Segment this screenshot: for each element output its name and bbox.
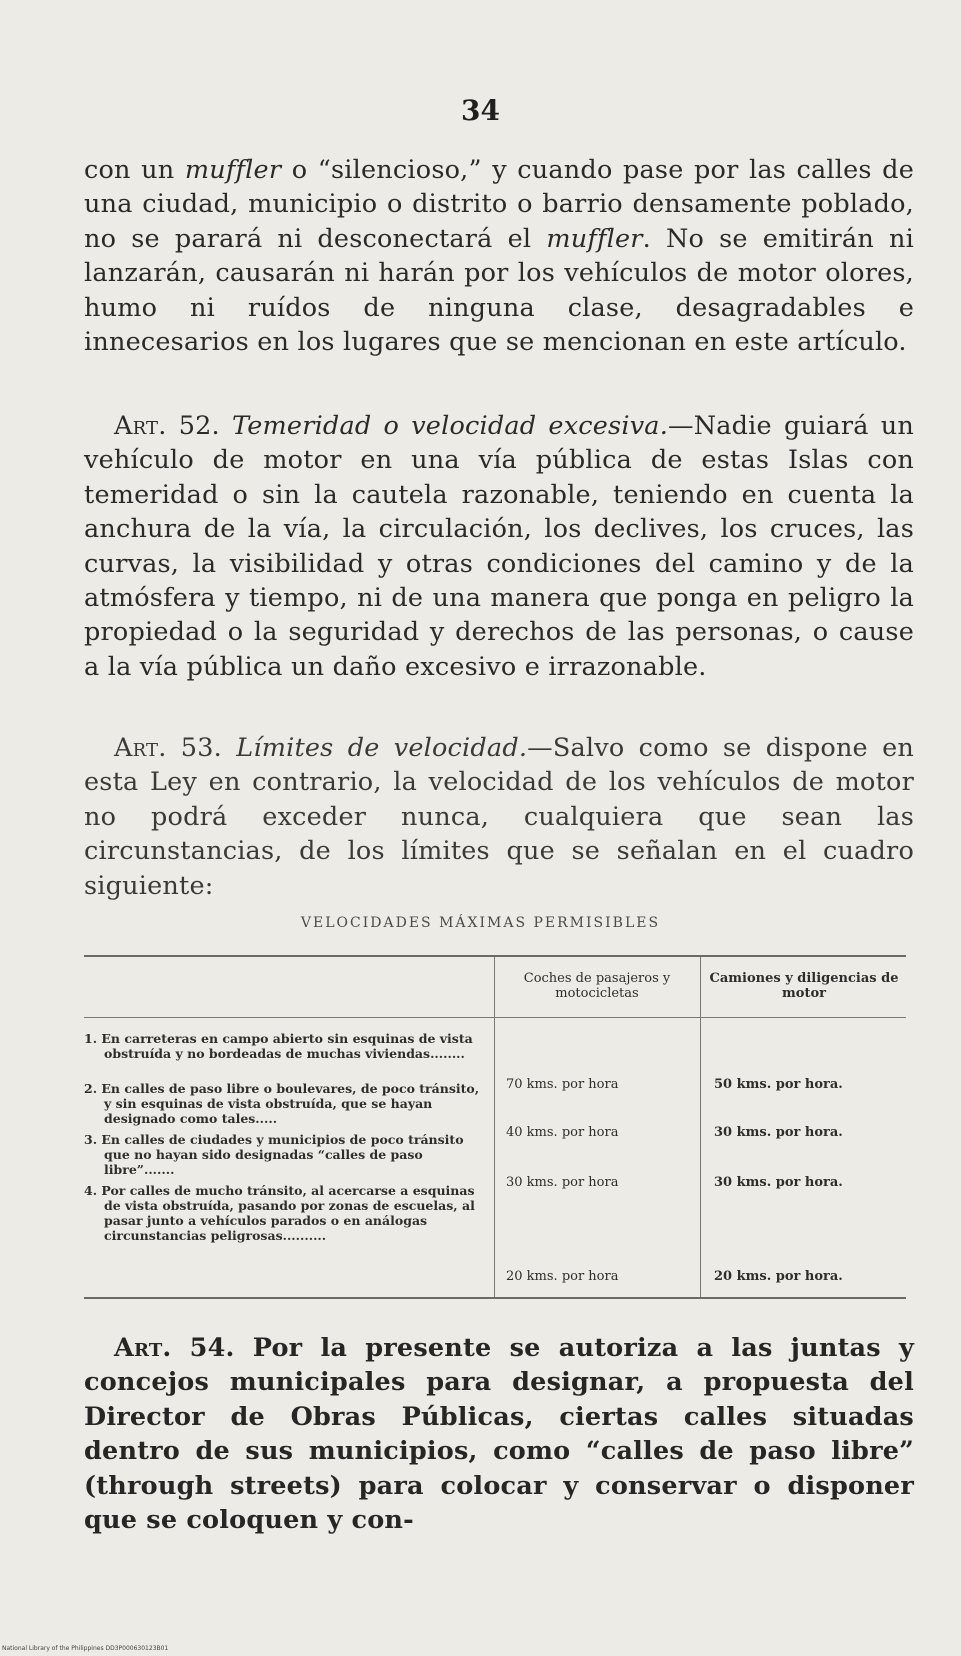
speed-trucks: 20 kms. por hora.: [714, 1269, 843, 1284]
art54-text: Por la presente se autoriza a las juntas y concejos municipales para designar, a propuesta del Director de Obras Públicas, ciertas calles situadas dentro de sus municipios, como “calles de paso libre” (through streets) para colocar y conservar o disponer que se coloquen y con-: [84, 1333, 914, 1536]
header-trucks: Camiones y diligencias de motor: [709, 971, 899, 1001]
row-description: 3. En calles de ciudades y municipios de poco tránsito que no hayan sido designadas “calles de paso libre”.......: [84, 1132, 464, 1177]
art52-title: Temeridad o velocidad excesiva.: [232, 411, 669, 441]
speed-trucks: 30 kms. por hora.: [714, 1175, 843, 1190]
article-54: [84, 1331, 914, 1537]
speed-trucks: 50 kms. por hora.: [714, 1077, 843, 1092]
art53-text: —Salvo como se dispone en esta Ley en contrario, la velocidad de los vehículos de motor no podrá exceder nunca, cualquiera que sean las circunstancias, de los límites que se señalan en el cuadro siguiente:: [84, 733, 915, 901]
scan-footer: National Library of the Philippines DD3P000630123B01: [2, 1645, 169, 1652]
para1-text-a: con un: [84, 155, 185, 185]
art54-label: Art. 54.: [114, 1333, 235, 1363]
article-52: [84, 409, 914, 684]
art53-title: Límites de velocidad.: [236, 733, 528, 763]
para1-muffler-2: muffler: [546, 223, 643, 254]
header-cars: Coches de pasajeros y motocicletas: [523, 971, 671, 1001]
row-description: 2. En calles de paso libre o boulevares, de poco tránsito, y sin esquinas de vista obstruída, que se hayan designado como tales.....: [84, 1081, 480, 1126]
para1-text-b: o “silencioso,” y cuando pase por las calles de una ciudad, municipio o distrito o barrio densamente poblado, no se parará ni desconectará el: [84, 155, 914, 254]
art52-text: —Nadie guiará un vehículo de motor en una vía pública de estas Islas con temeridad o sin la cautela razonable, teniendo en cuenta la anchura de la vía, la circulación, los declives, los cruces, las curvas, la visibilidad y otras condiciones del camino y de la atmósfera y tiempo, ni de una manera que ponga en peligro la propiedad o la seguridad y derechos de las personas, o cause a la vía pública un daño excesivo e irrazonable.: [84, 411, 915, 682]
row-description: 1. En carreteras en campo abierto sin esquinas de vista obstruída y no bordeadas de muchas viviendas........: [84, 1031, 473, 1061]
art52-label: Art. 52.: [114, 411, 220, 441]
art53-label: Art. 53.: [114, 733, 222, 763]
speed-cars: 70 kms. por hora: [506, 1077, 619, 1092]
row-description: 4. Por calles de mucho tránsito, al acercarse a esquinas de vista obstruída, pasando por zonas de escuelas, al pasar junto a vehículos parados o en análogas circunstancias peligrosas..........: [84, 1183, 475, 1243]
para1-muffler-1: muffler: [184, 155, 282, 185]
speed-cars: 40 kms. por hora: [506, 1125, 619, 1140]
column-divider: [700, 957, 701, 1297]
paragraph-muffler: [84, 153, 914, 359]
speed-limit-table: [84, 955, 906, 1299]
speed-cars: 30 kms. por hora: [506, 1175, 619, 1190]
speed-trucks: 30 kms. por hora.: [714, 1125, 843, 1140]
column-divider: [494, 957, 495, 1297]
page-number: 34: [461, 94, 500, 127]
para1-text-c: . No se emitirán ni lanzarán, causarán ni harán por los vehículos de motor olores, humo ni ruídos de ninguna clase, desagradables e innecesarios en los lugares que se mencionan en este artículo.: [84, 223, 914, 358]
table-title: VELOCIDADES MÁXIMAS PERMISIBLES: [300, 915, 661, 931]
article-53: [84, 731, 914, 903]
header-rule: [84, 1017, 906, 1018]
speed-cars: 20 kms. por hora: [506, 1269, 619, 1284]
